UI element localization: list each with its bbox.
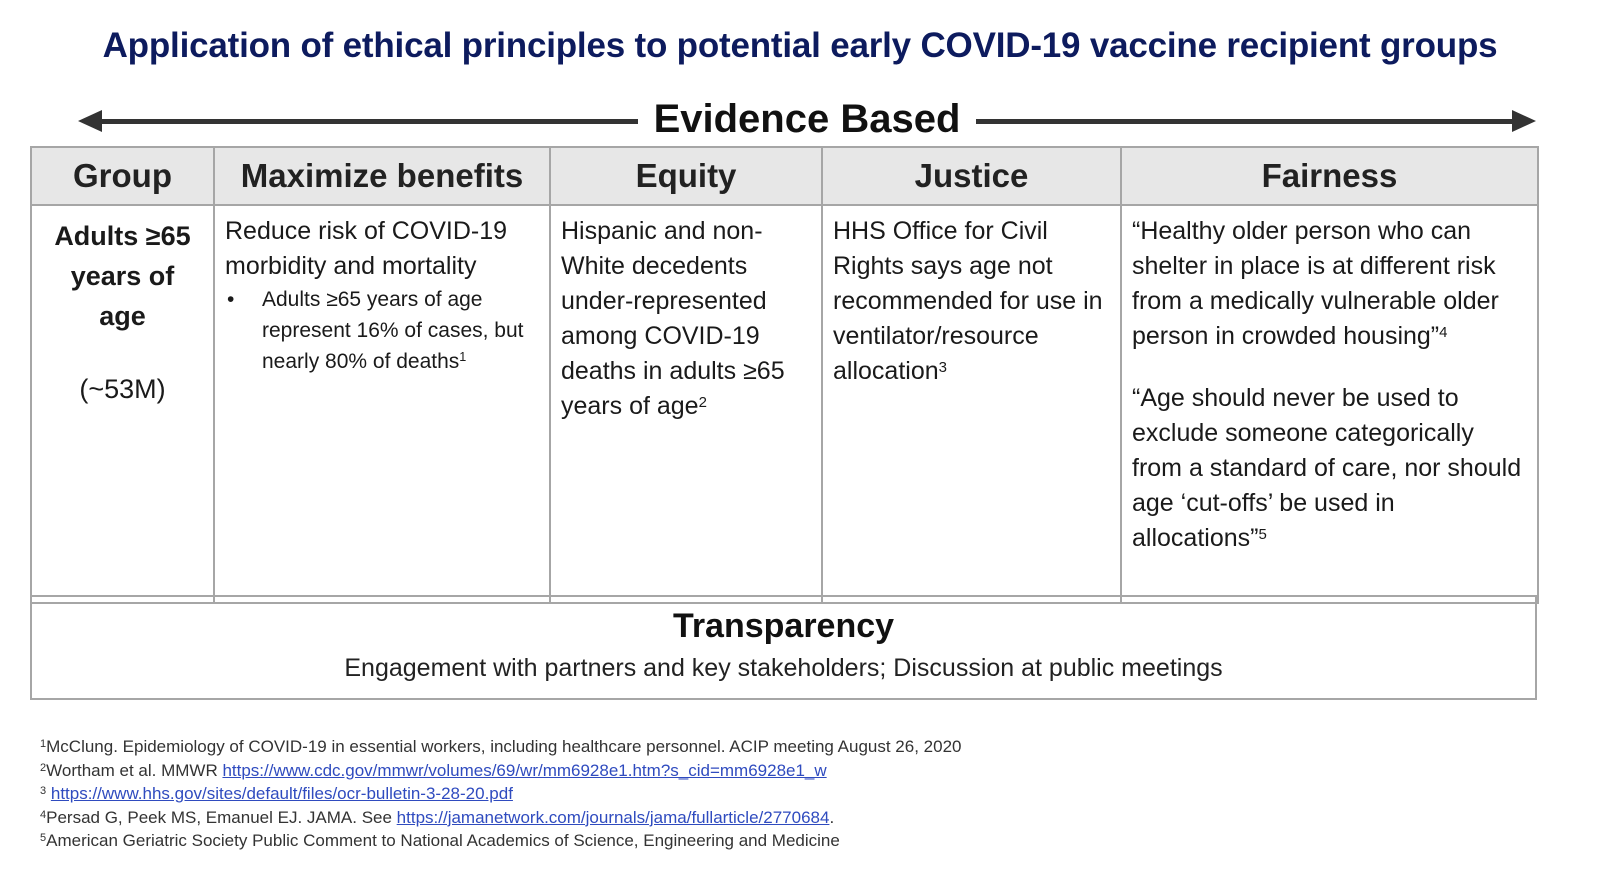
group-cell: [31, 205, 214, 603]
footnote-ref: 2: [698, 394, 707, 411]
ethics-table: [30, 146, 1539, 604]
transparency-body: Engagement with partners and key stakeholders; Discussion at public meetings: [344, 654, 1223, 682]
fairness-quote-1: “Healthy older person who can shelter in place is at different risk from a medically vulnerable older person in crowded housing”$^4$: [1132, 217, 1499, 350]
arrow-line-right: [976, 119, 1526, 124]
page-title: Application of ethical principles to potential early COVID-19 vaccine recipient groups: [102, 26, 1498, 65]
fairness-quote-2: “Age should never be used to exclude someone categorically from a standard of care, nor should age ‘cut-offs’ be used in allocations”$^5$: [1132, 384, 1522, 552]
footnote-ref: 3: [938, 359, 947, 376]
evidence-based-label: Evidence Based: [640, 97, 975, 142]
header-fairness: Fairness: [1121, 147, 1538, 205]
footnote-ref: 1: [459, 350, 467, 364]
header-equity: Equity: [550, 147, 822, 205]
maximize-bullet-text: Adults ≥65 years of age represent 16% of cases, but nearly 80% of deaths: [262, 288, 524, 373]
evidence-based-arrow: [78, 96, 1536, 144]
footnote-5: $^5$American Geriatric Society Public Comment to National Academics of Science, Engineering and Medicine: [40, 831, 840, 850]
header-group: Group: [31, 147, 214, 205]
footnote-link-jama[interactable]: https://jamanetwork.com/journals/jama/fullarticle/2770684: [396, 807, 830, 827]
equity-text: Hispanic and non-White decedents under-represented among COVID-19 deaths in adults ≥65 years of age: [561, 217, 785, 420]
arrow-line-left: [88, 119, 638, 124]
footnotes: [40, 735, 962, 853]
footnote-link-hhs[interactable]: https://www.hhs.gov/sites/default/files/ocr-bulletin-3-28-20.pdf: [50, 784, 513, 803]
transparency-box: [30, 595, 1537, 700]
footnote-3: $^3$ https://www.hhs.gov/sites/default/files/ocr-bulletin-3-28-20.pdf: [40, 784, 513, 803]
bullet-icon: •: [227, 288, 235, 311]
group-name: Adults ≥65 years of age: [54, 221, 191, 331]
footnote-1: $^1$McClung. Epidemiology of COVID-19 in essential workers, including healthcare personnel. ACIP meeting August 26, 2020: [40, 737, 962, 756]
justice-cell: [822, 205, 1121, 603]
header-justice: Justice: [822, 147, 1121, 205]
arrow-right-icon: [1512, 110, 1536, 132]
header-maximize-benefits: Maximize benefits: [214, 147, 550, 205]
maximize-bullet: [225, 284, 539, 377]
table-header-row: [31, 147, 1538, 205]
group-size: (~53M): [79, 374, 166, 404]
transparency-title: Transparency: [672, 607, 895, 645]
maximize-main-text: Reduce risk of COVID-19 morbidity and mortality: [225, 217, 508, 280]
footnote-ref: 4: [1439, 324, 1448, 341]
footnote-ref: 5: [1258, 526, 1267, 543]
justice-text: HHS Office for Civil Rights says age not recommended for use in ventilator/resource allocation: [833, 217, 1103, 385]
table-row: [31, 205, 1538, 603]
footnote-2: $^2$Wortham et al. MMWR https://www.cdc.gov/mmwr/volumes/69/wr/mm6928e1.htm?s_cid=mm6928e1_w: [40, 760, 827, 780]
footnote-link-cdc[interactable]: https://www.cdc.gov/mmwr/volumes/69/wr/mm6928e1.htm?s_cid=mm6928e1_w: [222, 760, 827, 780]
fairness-cell: [1121, 205, 1538, 603]
maximize-benefits-cell: [214, 205, 550, 603]
equity-cell: [550, 205, 822, 603]
footnote-4: $^4$Persad G, Peek MS, Emanuel EJ. JAMA. See https://jamanetwork.com/journals/jama/fullarticle/2770684.: [40, 807, 835, 827]
